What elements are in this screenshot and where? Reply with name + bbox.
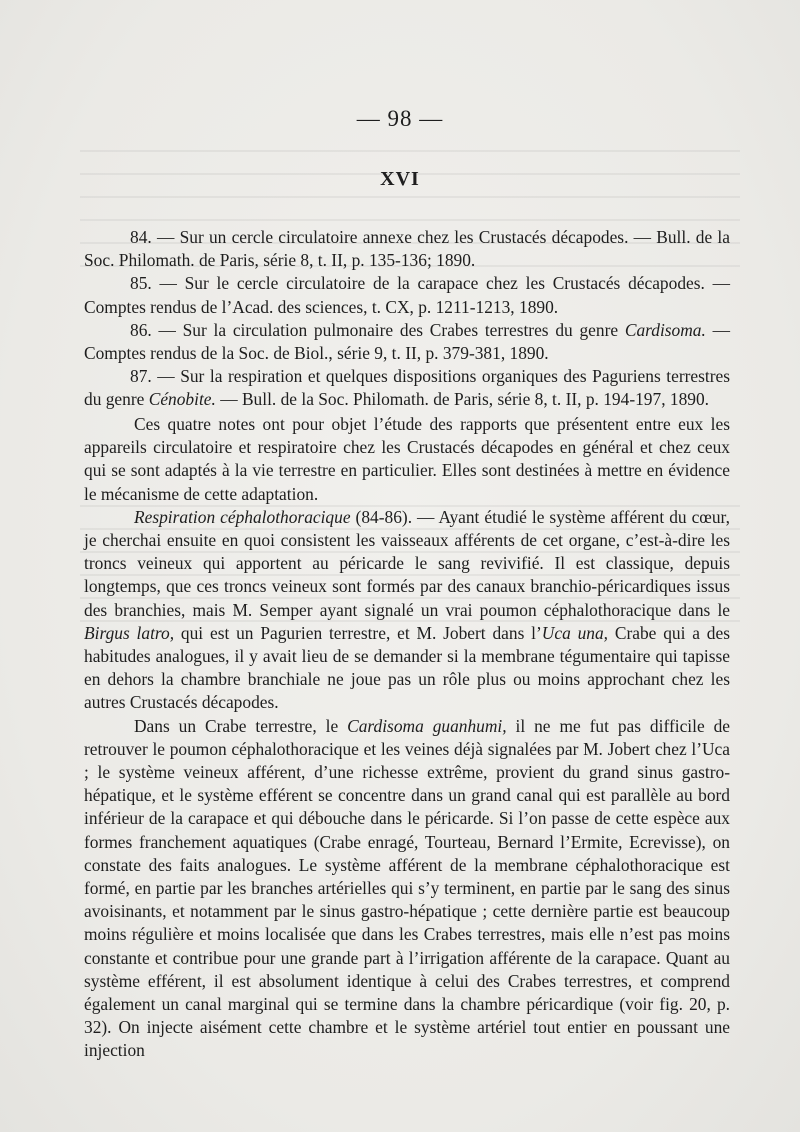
- run-in-heading: Respiration céphalothoracique: [134, 506, 351, 527]
- paragraph-respiration: Respiration céphalothoracique (84-86). — Ayant étudié le système afférent du cœur, je cherchai ensuite en quoi consistent les vaisseaux afférents de cet organe, c’est-à-dire les troncs veineux qui apportent au péricarde le sang revivifié. Il est classique, depuis longtemps, que ces troncs veineux sont formés par des canaux branchio-péricardiques issus des branchies, mais M. Semper ayant signalé un vrai poumon céphalothoracique dans le Birgus latro, qui est un Pagurien terrestre, et M. Jobert dans l’Uca una, Crabe qui a des habitudes analogues, il y avait lieu de se demander si la membrane tégumentaire qui tapisse en dehors la chambre branchiale ne joue pas un rôle plus ou moins approchant chez les autres Crustacés décapodes.: [84, 506, 730, 713]
- bibliography-entry-87: 87. — Sur la respiration et quelques dispositions organiques des Paguriens terrestres du genre Cénobite. — Bull. de la Soc. Philomath. de Paris, série 8, t. II, p. 194-197, 1890.: [84, 366, 730, 410]
- bibliography-entry-84: 84. — Sur un cercle circulatoire annexe chez les Crustacés décapodes. — Bull. de la Soc. Philomath. de Paris, série 8, t. II, p. 135-136; 1890.: [84, 227, 730, 271]
- bibliography-entry-85: 85. — Sur le cercle circulatoire de la carapace chez les Crustacés décapodes. — Comptes rendus de l’Acad. des sciences, t. CX, p. 1211-1213, 1890.: [84, 273, 730, 317]
- bibliography-entry-86: 86. — Sur la circulation pulmonaire des Crabes terrestres du genre Cardisoma. — Comptes rendus de la Soc. de Biol., série 9, t. II, p. 379-381, 1890.: [84, 319, 730, 364]
- section-heading: XVI: [380, 168, 420, 190]
- body-text: [84, 413, 730, 1063]
- bibliography-list: [84, 226, 730, 412]
- paragraph-cardisoma: Dans un Crabe terrestre, le Cardisoma guanhumi, il ne me fut pas difficile de retrouver le poumon céphalothoracique et les veines déjà signalées par M. Jobert chez l’Uca ; le système veineux afférent, d’une richesse extrême, provient du grand sinus gastro-hépatique, et le système efférent se concentre dans un grand canal qui est parallèle au bord inférieur de la carapace et qui débouche dans le péricarde. Si l’on passe de cette espèce aux formes franchement aquatiques (Crabe enragé, Tourteau, Bernard l’Ermite, Ecrevisse), on constate des faits analogues. Le système afférent de la membrane céphalothoracique est formé, en partie par les branches artérielles qui s’y terminent, en partie par le sang des sinus avoisinants, et notamment par le sinus gastro-hépatique ; cette dernière partie est beaucoup moins régulière et moins localisée que dans les Crabes terrestres, mais elle n’est pas moins constante et contribue pour une grande part à l’irrigation afférente de la carapace. Quant au système efférent, il est absolument identique à celui des Crabes terrestres, et comprend également un canal marginal qui se termine dans la chambre péricardique (voir fig. 20, p. 32). On injecte aisément cette chambre et le système artériel tout entier en poussant une injection: [84, 715, 730, 1061]
- paragraph-intro: Ces quatre notes ont pour objet l’étude des rapports que présentent entre eux les appareils circulatoire et respiratoire chez les Crustacés décapodes en général et chez ceux qui se sont adaptés à la vie terrestre en particulier. Elles sont destinées à mettre en évidence le mécanisme de cette adaptation.: [84, 414, 730, 504]
- page-number: — 98 —: [356, 106, 444, 131]
